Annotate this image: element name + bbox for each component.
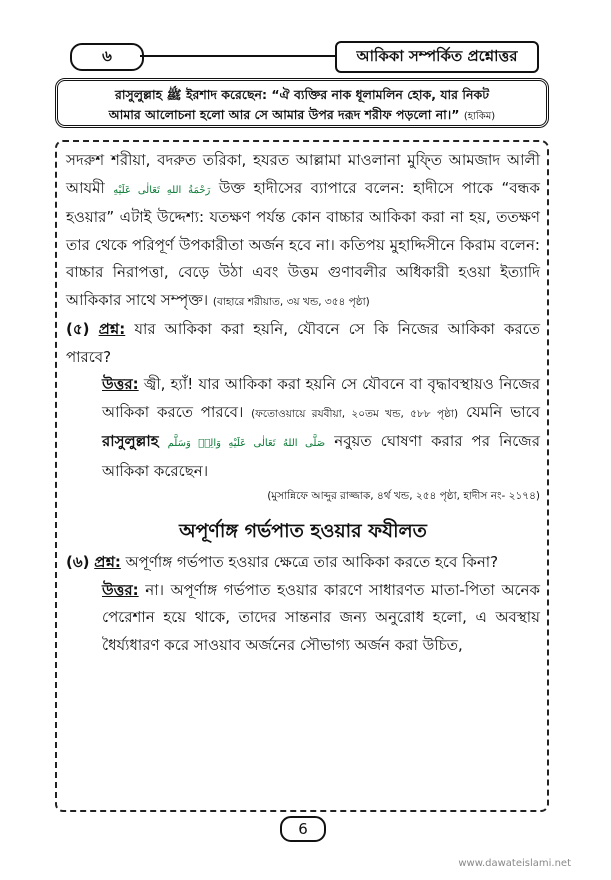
answer-6-text: না। অপূর্ণাঙ্গ গর্ভপাত হওয়ার কারণে সাধারণত মাতা-পিতা অনেক পেরেশান হয়ে থাকে, তাদের সান্তনার জন্য অনুরোধ হলো, এ অবস্থায় ধৈর্য্যধারণ করে সাওয়াব অর্জনের সৌভাগ্য অর্জন করা উচিত, [102, 580, 540, 654]
question-5-number: (৫) [66, 320, 90, 338]
question-6-number: (৬) [66, 553, 90, 571]
main-text [66, 147, 540, 659]
arabic-blessing-2: صَلَّى اللهُ تَعَالٰى عَلَيْهِ وَالِهٖ وَسَلَّم [167, 438, 326, 449]
question-6-text: অপূর্ণাঙ্গ গর্ভপাত হওয়ার ক্ষেত্রে তার আকিকা করতে হবে কিনা? [125, 553, 499, 571]
question-5-text: যার আকিকা করা হয়নি, যৌবনে সে কি নিজের আকিকা করতে পারবে? [66, 320, 540, 366]
question-6 [66, 549, 540, 577]
answer-6-label: উত্তর: [102, 580, 139, 599]
question-6-label: প্রশ্ন: [94, 553, 121, 571]
answer-5-text: জ্বী, হ্যাঁ! যার আকিকা করা হয়নি সে যৌবনে বা বৃদ্ধাবস্থায়ও নিজের আকিকা করতে পারবে। [102, 375, 540, 421]
hadith-line-2-text: আমার আলোচনা হলো আর সে আমার উপর দরূদ শরীফ পড়লো না।” [108, 107, 460, 122]
answer-6 [66, 577, 540, 660]
question-5-label: প্রশ্ন: [98, 320, 126, 338]
website-watermark: www.dawateislami.net [458, 858, 571, 869]
arabic-blessing-1: رَحْمَةُ اللهِ تَعَالٰى عَلَيْهِ [113, 184, 211, 196]
paragraph-1-b: উক্ত হাদীসের ব্যাপারে বলেন: হাদীসে পাকে “বন্ধক হওয়ার” এটাই উদ্দেশ্য: যতক্ষণ পর্যন্ত কোন বাচ্চার আকিকা করা না হয়, ততক্ষণ তার থেকে পরিপূর্ণ উপকারীতা অর্জন হবে না। কতিপয় মুহাদ্দিসীনে কিরাম বলেন: বাচ্চার নিরাপত্তা, বেড়ে উঠা এবং উত্তম গুণাবলীর অধিকারী হওয়া ইত্যাদি আকিকার সাথে সম্পৃক্ত। [66, 178, 540, 309]
reference-1: (বাহারে শরীয়াত, ৩য় খন্ড, ৩৫৪ পৃষ্ঠা) [212, 295, 370, 308]
question-5 [66, 316, 540, 371]
header-title: আকিকা সম্পর্কিত প্রশ্নোত্তর [335, 41, 539, 73]
answer-5-text-2b: নবুয়ত ঘোষণা করার পর নিজের আকিকা করেছেন। [102, 432, 540, 480]
hadith-source: (হাকিম) [463, 111, 496, 122]
answer-5 [66, 371, 540, 485]
answer-5-text-2a: যেমনি ভাবে [465, 402, 540, 421]
paragraph-1 [66, 147, 540, 316]
reference-2: (ফতোওয়ায়ে রযবীয়া, ২০তম খন্ড, ৫৮৮ পৃষ্ঠা) [251, 407, 459, 420]
hadith-line-1: রাসুলুল্লাহ ﷺ ইরশাদ করেছেন: “ঐ ব্যক্তির নাক ধূলামলিন হোক, যার নিকট [114, 87, 489, 102]
answer-5-rasul: রাসুলুল্লাহ [102, 432, 159, 450]
answer-5-label: উত্তর: [102, 375, 139, 393]
section-heading: অপূর্ণাঙ্গ গর্ভপাত হওয়ার ফযীলত [179, 520, 427, 542]
hadith-box [55, 78, 549, 128]
hadith-line-2 [68, 105, 536, 127]
header-page-number: ৬ [70, 43, 144, 71]
paragraph-1-a: সদরুশ শরীয়া, বদরুত তরিকা, হযরত আল্লামা মাওলানা মুফ্তি আমজাদ আলী আযমী [66, 151, 540, 197]
reference-3: (মুসান্নিফে আব্দুর রাজ্জাক, ৪র্থ খন্ড, ২৫৪ পৃষ্ঠা, হাদীস নং- ২১৭৪) [267, 490, 540, 502]
footer-page-number: 6 [280, 816, 326, 842]
